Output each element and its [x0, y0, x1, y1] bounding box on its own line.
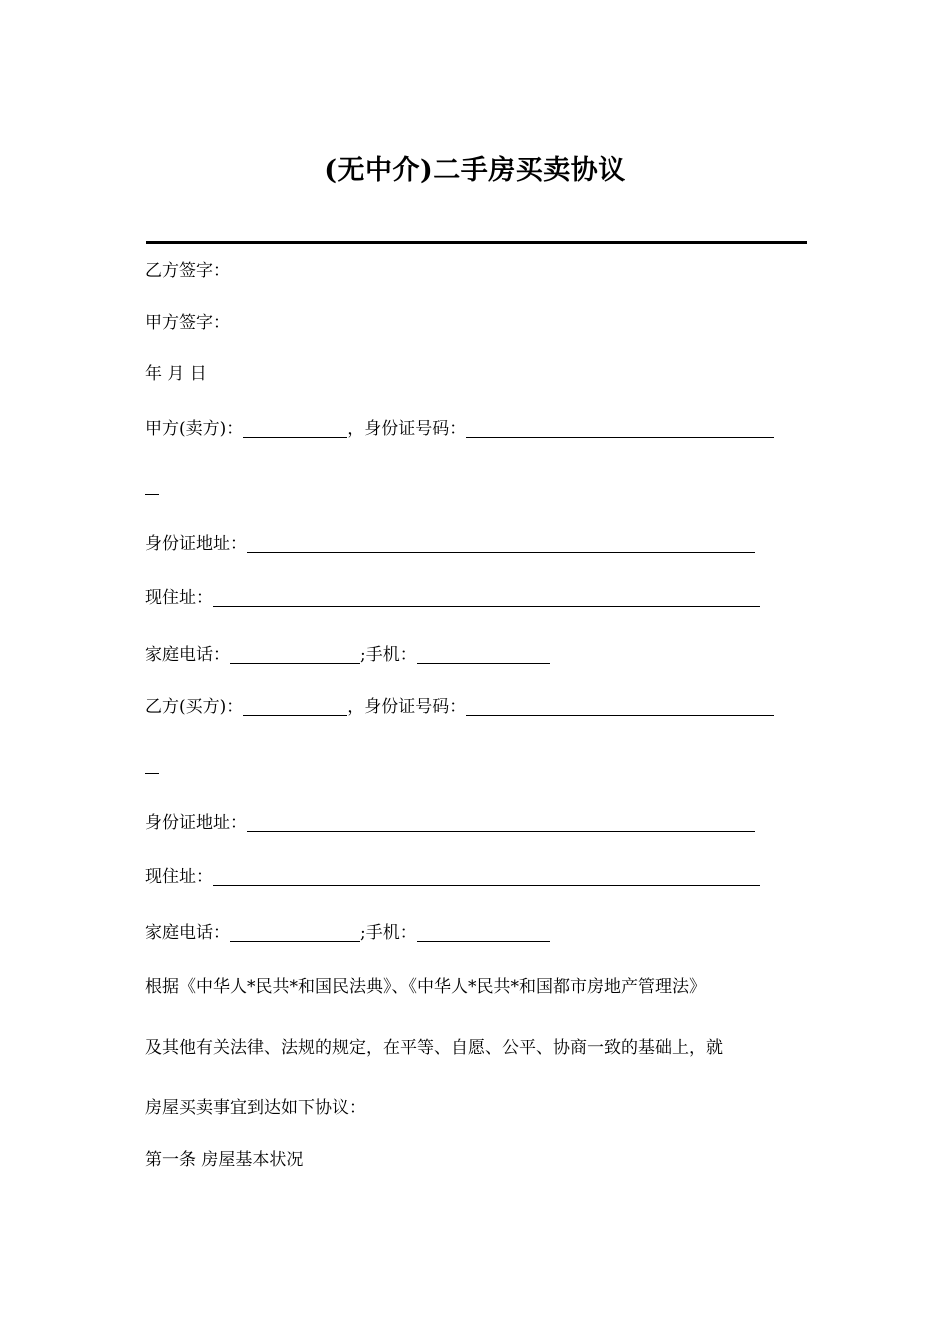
party-b-id-address-field[interactable]: [247, 814, 755, 832]
party-a-current-address-label: 现住址：: [145, 588, 213, 608]
preamble-text: 根据《中华人*民共*和国民法典》、《中华人*民共*和国都市房地产管理法》: [145, 977, 706, 997]
date-label: 年 月 日: [145, 364, 207, 384]
party-a-home-phone-label: 家庭电话：: [145, 645, 230, 665]
preamble-line-1: [145, 976, 706, 998]
party-a-id-address-field[interactable]: [247, 535, 755, 553]
party-a-id-label: ，身份证号码：: [347, 419, 467, 439]
party-b-phone-line: [145, 922, 550, 944]
party-a-current-address-line: [145, 587, 760, 609]
party-a-id-address-line: [145, 533, 755, 555]
party-b-home-phone-field[interactable]: [230, 924, 360, 942]
party-a-phone-line: [145, 644, 550, 666]
party-b-label: 乙方(买方)：: [145, 697, 244, 717]
party-a-name-field[interactable]: [243, 420, 347, 438]
party-a-current-address-field[interactable]: [213, 589, 760, 607]
party-b-mobile-label: ;手机：: [360, 923, 417, 943]
party-b-signature-line: [145, 260, 230, 282]
party-b-id-address-label: 身份证地址：: [145, 813, 247, 833]
article-1-heading-line: [145, 1149, 303, 1171]
party-a-label: 甲方(卖方)：: [145, 419, 244, 439]
party-b-id-field[interactable]: [466, 698, 774, 716]
preamble-text: 及其他有关法律、法规的规定，在平等、自愿、公平、协商一致的基础上，就: [145, 1038, 723, 1058]
party-b-name-line: [145, 696, 774, 718]
party-a-home-phone-field[interactable]: [230, 646, 360, 664]
party-b-current-address-field[interactable]: [213, 868, 760, 886]
party-a-signature-line: [145, 312, 230, 334]
party-b-signature-label: 乙方签字：: [145, 261, 230, 281]
party-a-id-field-continuation: [145, 494, 159, 495]
title-divider: [146, 241, 807, 244]
document-title: (无中介)二手房买卖协议: [324, 155, 626, 186]
party-a-id-field[interactable]: [466, 420, 774, 438]
party-b-id-label: ，身份证号码：: [347, 697, 467, 717]
party-b-name-field[interactable]: [243, 698, 347, 716]
party-b-id-field-continuation: [145, 773, 159, 774]
party-b-current-address-line: [145, 866, 760, 888]
party-b-id-address-line: [145, 812, 755, 834]
preamble-text: 房屋买卖事宜到达如下协议：: [145, 1098, 366, 1118]
date-line: [145, 363, 207, 385]
party-b-current-address-label: 现住址：: [145, 867, 213, 887]
party-a-mobile-label: ;手机：: [360, 645, 417, 665]
article-1-heading: 第一条 房屋基本状况: [145, 1150, 304, 1170]
party-a-id-address-label: 身份证地址：: [145, 534, 247, 554]
party-a-signature-label: 甲方签字：: [145, 313, 230, 333]
party-a-mobile-field[interactable]: [417, 646, 550, 664]
party-b-home-phone-label: 家庭电话：: [145, 923, 230, 943]
party-b-mobile-field[interactable]: [417, 924, 550, 942]
preamble-line-2: [145, 1037, 723, 1059]
party-a-name-line: [145, 418, 774, 440]
preamble-line-3: [145, 1097, 366, 1119]
